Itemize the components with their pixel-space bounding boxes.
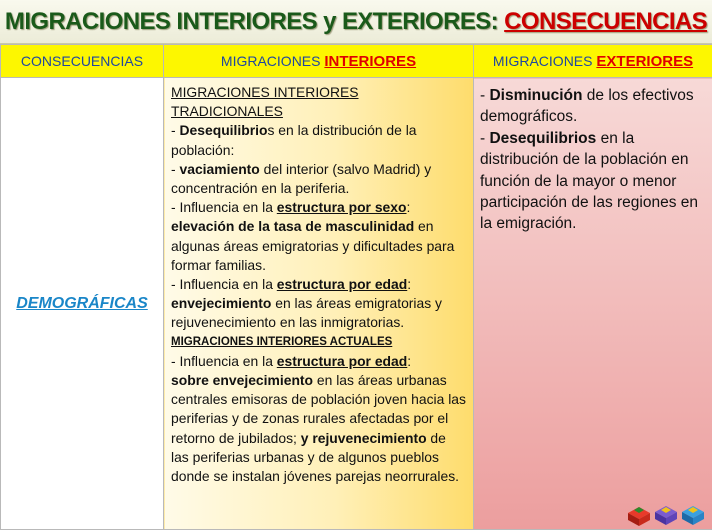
vaciamiento-bold: vaciamiento <box>179 160 260 177</box>
header-exteriores <box>474 45 712 78</box>
sexo-rest: en algunas áreas emigratorias y dificultades para formar familias. <box>171 218 455 273</box>
header-consecuencias-label: CONSECUENCIAS <box>20 53 144 69</box>
edad-pre: - Influencia en la <box>171 276 277 293</box>
exteriores-desequilibrios <box>480 128 706 235</box>
dash: - <box>171 122 180 139</box>
edad2-link: estructura por edad <box>276 352 408 369</box>
vaciamiento-rest: del interior (salvo Madrid) y concentración en la periferia. <box>171 160 432 197</box>
title-main: MIGRACIONES INTERIORES y EXTERIORES <box>4 7 491 35</box>
edad2-rest2: de las periferias urbanas y de algunos pueblos donde se instalan jóvenes parejas neorrurales. <box>171 429 460 485</box>
header-exteriores-prefix: MIGRACIONES <box>492 52 597 69</box>
header-interiores <box>164 45 474 78</box>
edad2-post: : <box>407 352 412 369</box>
title-bar <box>0 0 712 44</box>
edad-post: : <box>407 276 412 293</box>
interiores-actuales-heading: MIGRACIONES INTERIORES ACTUALES <box>171 335 393 348</box>
edad2-rest: en las áreas urbanas centrales emisoras de población joven hacia las periferias y de zonas rurales afectadas por el retorno de jubilados; <box>171 372 466 446</box>
demograficas-row <box>1 78 712 530</box>
interiores-sexo <box>171 198 467 275</box>
header-exteriores-accent: EXTERIORES <box>596 52 694 70</box>
header-interiores-accent: INTERIORES <box>324 52 417 70</box>
interiores-edad-actual <box>171 352 467 486</box>
dash: - <box>480 129 490 147</box>
ext-desequilibrios-rest: en la distribución de la población en función de la mayor o menor participación de las regiones en la emigración. <box>480 129 698 233</box>
header-consecuencias <box>1 45 164 78</box>
row-label-demograficas[interactable]: DEMOGRÁFICAS <box>16 294 148 312</box>
edad2-bold2: y rejuvenecimiento <box>300 429 427 446</box>
sexo-link: estructura por sexo <box>276 199 407 216</box>
colored-cubes-logo-icon[interactable] <box>626 499 708 527</box>
exteriores-disminucion <box>480 85 706 128</box>
interiores-edad <box>171 275 467 333</box>
header-interiores-prefix: MIGRACIONES <box>220 52 325 69</box>
desequilibrios-rest: s en la distribución de la población: <box>171 122 417 158</box>
edad-rest: en las áreas emigratorias y rejuvenecimiento en las inmigratorias. <box>171 295 442 331</box>
disminucion-bold: Disminución <box>489 87 583 104</box>
edad-bold: envejecimiento <box>171 295 272 312</box>
interiores-cell <box>164 78 474 530</box>
sexo-bold: elevación de la tasa de masculinidad <box>171 218 415 235</box>
title-colon: : <box>490 7 499 35</box>
sexo-post: : <box>406 199 411 216</box>
row-label-cell <box>1 78 164 530</box>
disminucion-rest: de los efectivos demográficos. <box>480 87 694 126</box>
edad2-bold: sobre envejecimiento <box>171 372 314 389</box>
title-accent: CONSECUENCIAS <box>504 7 708 35</box>
interiores-heading: MIGRACIONES INTERIORES TRADICIONALES <box>171 84 359 120</box>
header-row <box>1 45 712 78</box>
ext-desequilibrios-bold: Desequilibrios <box>489 129 597 147</box>
edad2-pre: - Influencia en la <box>171 352 277 369</box>
consequences-table <box>0 44 712 530</box>
dash: - <box>480 87 490 104</box>
interiores-desequilibrios <box>171 121 467 159</box>
page-title <box>5 8 707 36</box>
sexo-pre: - Influencia en la <box>171 199 277 216</box>
edad-link: estructura por edad <box>276 276 408 293</box>
interiores-vaciamiento <box>171 160 467 198</box>
exteriores-cell <box>474 78 712 530</box>
desequilibrios-bold: Desequilibrio <box>179 122 268 139</box>
dash: - <box>171 160 180 177</box>
